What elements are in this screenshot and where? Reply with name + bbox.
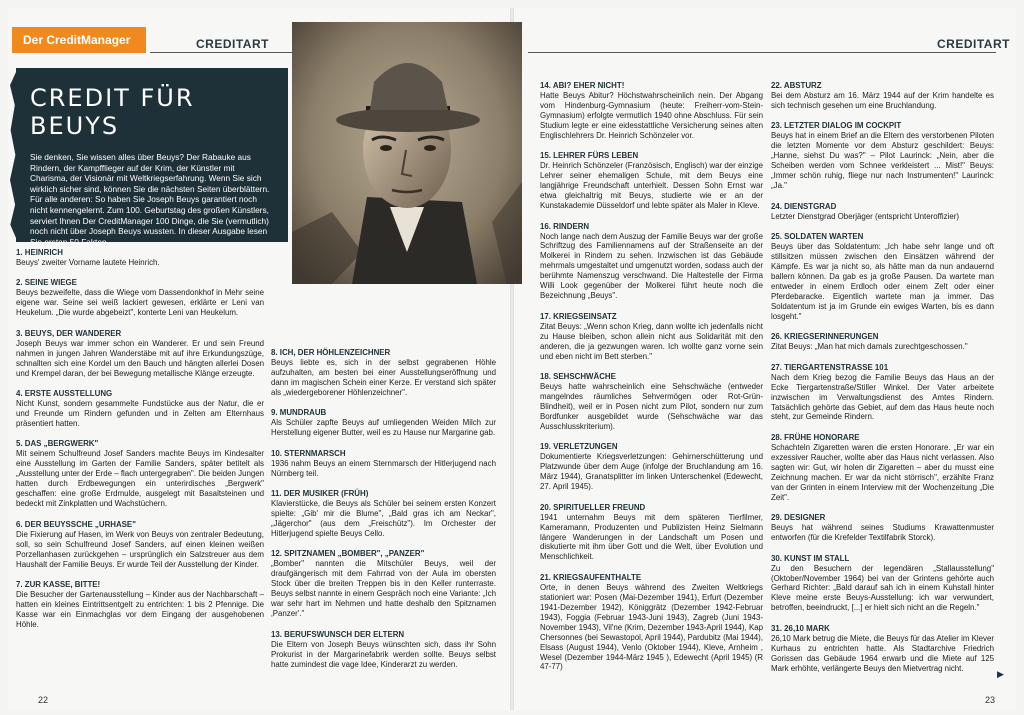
fact-heading: 31. 26,10 MARK	[771, 623, 830, 633]
fact-item	[771, 624, 994, 674]
fact-item	[771, 202, 994, 222]
fact-item	[16, 520, 264, 570]
fact-text: Beuys über das Soldatentum: „Ich habe sehr lange und oft stillsitzen müssen zwischen den Einsätzen während der Kämpfe. Es war ja nicht so, als hätte man da nun andauernd ballern können. Da gab es ja große Pausen. Da wartete man entweder in einem Erdloch oder einem Zelt oder einer Pferdebaracke. Eigentlich wartete man ja immer. Das Soldatentum ist ja im Grunde ein ewiges Warten, bis es dann losgeht."	[771, 242, 994, 321]
fact-text: Zitat Beuys: „Wenn schon Krieg, dann wollte ich jedenfalls nicht zu Hause bleiben, schon allein nicht aus Solidarität mit den anderen, die ja gezwungen waren. Ich wollte ganz vorne sein und eben nicht im Bett sterben."	[540, 321, 763, 361]
portrait-photo	[292, 22, 522, 284]
fact-item	[771, 554, 994, 614]
fact-text: Zu den Besuchern der legendären „Stallausstellung" (Oktober/November 1964) bei van der Grintens gehörte auch Gerhard Richter: „Bald darauf sah ich in einem Kuhstall hinter Kleve meine erste Beuys-Ausstellung: ich war verwundert, betroffen, beeindruckt, [...] er hielt sich nicht an die Regeln."	[771, 563, 994, 613]
fact-heading: 24. DIENSTGRAD	[771, 201, 837, 211]
fact-text: Dr. Heinrich Schönzeler (Französisch, Englisch) war der einzige Lehrer seiner ehemaligen Schule, mit dem Beuys eine langjährige Freundschaft unterhielt. Dessen Sohn Ernst war etwa gleichaltrig mit Beuys, studierte wie er an der Kunstakademie Düsseldorf und lebte später als Maler in Kleve.	[540, 161, 763, 211]
fact-text: Klavierstücke, die Beuys als Schüler bei seinem ersten Konzert spielte: „Gib' mir die Blume", „Bald gras ich am Neckar", „Jägerchor" (aus dem „Freischütz"). Im Orchester der Hitlerjugend spielte Beuys Cello.	[271, 499, 496, 538]
fact-text: „Bomber" nannten die Mitschüler Beuys, weil der draufgängerisch mit dem Fahrrad von der Aula im obersten Stock über die breiten Treppen bis in den Keller runterraste. Beuys selbst nannte in einem Gespräch noch eine Variante: „Ich war sehr hart im Nehmen und hatte deshalb den Spitznamen ‚Panzer'."	[271, 559, 496, 619]
fact-heading: 15. LEHRER FÜRS LEBEN	[540, 151, 639, 161]
fact-heading: 1. HEINRICH	[16, 248, 63, 257]
fact-text: Mit seinem Schulfreund Josef Sanders machte Beuys im Kindesalter eine Ausstellung im Garten der Familie Sanders, später betitelt als „Ausstellung unter der Erde – flach untergegraben". Die beiden Jungen hatten durch Erdbewegungen ein unterirdisches „Bergwerk" geschaffen: eine große Erdmulde, ausgelegt mit Basaltsteinen und bedeckt mit Zinkplatten und Wachstüchern.	[16, 449, 265, 509]
fact-text: Letzter Dienstgrad Oberjäger (entspricht Unteroffizier)	[771, 211, 959, 221]
fact-item	[271, 348, 496, 398]
continue-arrow-icon: ▶	[997, 669, 1004, 679]
fact-item	[271, 449, 496, 479]
fact-heading: 22. ABSTURZ	[771, 81, 822, 90]
fact-heading: 30. KUNST IM STALL	[771, 553, 850, 563]
fact-item	[16, 248, 264, 268]
fact-heading: 13. BERUFSWUNSCH DER ELTERN	[271, 629, 405, 639]
fact-heading: 2. SEINE WIEGE	[16, 278, 77, 288]
fact-item	[271, 408, 496, 438]
fact-item	[16, 278, 264, 318]
fact-text: Schachteln Zigaretten waren die ersten Honorare. „Er war ein exzessiver Raucher, wollte aber das Haus nicht verlassen. Also sagten wir: Gut, wir holen dir Zigaretten – aber du musst eine Zeichnung machen. Er war da nicht störrisch", erzählte Franz van der Grinten in einem Interview mit der Wochenzeitung „Die Zeit".	[771, 442, 994, 502]
fact-heading: 5. DAS „BERGWERK"	[16, 439, 99, 449]
fact-text: Joseph Beuys war immer schon ein Wanderer. Er und sein Freund nahmen in jungen Jahren Wanderstäbe mit auf ihre Erkundungszüge, schnallten sich eine Kordel um den Bauch und hängten allerlei Dosen und Krempel daran, der bei Bewegung metallische Klänge erzeugte.	[16, 338, 264, 378]
fact-item	[771, 121, 994, 191]
fact-item	[771, 513, 994, 543]
fact-heading: 23. LETZTER DIALOG IM COCKPIT	[771, 121, 902, 131]
brand-tab: Der CreditManager	[12, 27, 146, 53]
fact-text: Orte, in denen Beuys während des Zweiten Weltkriegs stationiert war: Posen (Mai-Dezember 1941), Erfurt (Dezember 1941-Dezember 1942), Königgrätz (Dezember 1942-Februar 1943), Foggia (Februar 1943-Juni 1943), Zagreb (Juni 1943-November 1943), Vil'ne (Krim, Dezember 1943-April 1944), Kap Chersonnes (bei Sewastopol, April 1944), Pardubitz (Mai 1944), Elsass (August 1944), Venlo (Oktober 1944), Kleve, Arnheim , Wesel (Dezember 1944-März 1945 ), Edewecht (April 1945) (R 47-77)	[540, 582, 763, 672]
fact-text: 26,10 Mark betrug die Miete, die Beuys für das Atelier im Klever Kurhaus zu entrichten hatte. Als Stadtarchive Friedrich Gorissen das Gebäude 1964 erwarb und die Miete auf 125 Mark erhöhte, verlängerte Beuys den Mietvertrag nicht.	[771, 633, 994, 673]
fact-item	[271, 630, 496, 670]
column-3	[540, 81, 763, 683]
fact-text: Die Fixierung auf Hasen, im Werk von Beuys von zentraler Bedeutung, soll, so sein Schulfreund Josef Sanders, auf einen kleinen weißen Porzellanhasen zurückgehen – ursprünglich ein Salzstreuer aus dem Haushalt der Familie Beuys. Er wurde Teil der Ausstellung der Kinder.	[16, 529, 264, 569]
fact-text: Die Besucher der Gartenausstellung – Kinder aus der Nachbarschaft – hatten ein kleines Eintrittsentgelt zu entrichten: 1 bis 2 Pfennige. Die Kasse war ein Einmachglas vor dem Eingang der ausgehobenen Höhle.	[16, 590, 264, 629]
fact-text: Nach dem Krieg bezog die Familie Beuys das Haus an der Ecke Tiergartenstraße/Stiller Winkel. Der Vater arbeitete inzwischen im Verwaltungsdienst des Amtes Rindern. Tatsächlich gehörte das Gebiet, auf dem das Haus heute noch steht, zur Gemeinde Rindern.	[771, 372, 994, 422]
fact-item	[540, 151, 763, 211]
fact-heading: 16. RINDERN	[540, 221, 590, 231]
fact-item	[771, 232, 994, 322]
fact-heading: 14. ABI? EHER NICHT!	[540, 81, 625, 90]
fact-text: 1936 nahm Beuys an einem Sternmarsch der Hitlerjugend nach Nürnberg teil.	[271, 458, 496, 478]
fact-item	[16, 439, 264, 509]
fact-text: Die Eltern von Joseph Beuys wünschten sich, dass ihr Sohn Prokurist in der Margarinefabrik werden sollte. Beuys selbst hatte zumindest die vage Idee, Kinderarzt zu werden.	[271, 639, 496, 669]
fact-text: 1941 unternahm Beuys mit dem späteren Tierfilmer, Kameramann, Produzenten und Publizisten Heinz Sielmann längere Wanderungen in der Landschaft um Posen und diskutierte mit ihm über Gott und die Welt, über Evolution und Menschlichkeit.	[540, 512, 763, 562]
fact-text: Noch lange nach dem Auszug der Familie Beuys war der große Schriftzug des Familiennamens auf der Straßenseite an der Molkerei in Rindern zu sehen. Inzwischen ist das Gebäude mehrmals umgestaltet und umgenutzt worden, sodass auch der berühmte Namenszug verschwand. Die Haltestelle der Firma Willi Look gegenüber der Molkerei führt heute noch die Bezeichnung „Beuys".	[540, 231, 763, 301]
fact-text: Als Schüler zapfte Beuys auf umliegenden Weiden Milch zur Herstellung eigener Butter, weil es zu Hause nur Margarine gab.	[271, 418, 496, 438]
fact-text: Hatte Beuys Abitur? Höchstwahrscheinlich nein. Der Abgang vom Hindenburg-Gymnasium (heute: Freiherr-vom-Stein-Gymnasium) erfolgte vermutlich 1940 ohne Abschluss. Für sein Studium legte er eine eidesstattliche Versicherung seines alten Englischlehrers Dr. Heinrich Schönzeler vor.	[540, 91, 763, 140]
fact-text: Zitat Beuys: „Man hat mich damals zurechtgeschossen."	[771, 342, 968, 352]
fact-item	[540, 312, 763, 362]
fact-item	[16, 580, 264, 630]
section-kicker-right: CREDITART	[937, 37, 1010, 51]
fact-heading: 27. TIERGARTENSTRASSE 101	[771, 362, 889, 372]
column-4	[771, 81, 994, 684]
fact-heading: 28. FRÜHE HONORARE	[771, 432, 860, 442]
fact-heading: 10. STERNMARSCH	[271, 448, 346, 458]
fact-text: Beuys bezweifelte, dass die Wiege vom Dassendonkhof in Mehr seine eigene war. Seine sei weiß lackiert gewesen, erklärte er Leni van Heukelum. „Die wurde abgebeizt", konterte Leni van Heukelum.	[16, 288, 264, 318]
portrait-illustration	[292, 22, 522, 284]
fact-item	[540, 503, 763, 563]
intro-box	[16, 68, 288, 247]
fact-item	[540, 442, 763, 492]
fact-heading: 29. DESIGNER	[771, 513, 826, 523]
fact-item	[540, 222, 763, 302]
fact-text: Dokumentierte Kriegsverletzungen: Gehirnerschütterung und Platzwunde über dem Auge (infolge der Bruchlandung am 16. März 1944), Granatsplitter im linken Unterschenkel (Edewecht, 27. April 1945).	[540, 452, 763, 492]
fact-item	[271, 489, 496, 539]
fact-item	[540, 372, 763, 432]
fact-text: Beuys liebte es, sich in der selbst gegrabenen Höhle aufzuhalten, am besten bei einer Ausstellungseröffnung und dann im magischen Schein einer Kerze. Er verstand sich später als „wiedergeborener Höhlenzeichner".	[271, 358, 496, 397]
fact-item	[540, 573, 763, 673]
section-kicker-left: CREDITART	[196, 37, 269, 51]
column-1	[16, 248, 264, 640]
fact-item	[771, 433, 994, 503]
fact-heading: 21. KRIEGSAUFENTHALTE	[540, 572, 642, 582]
fact-text: Bei dem Absturz am 16. März 1944 auf der Krim handelte es sich technisch gesehen um eine Bruchlandung.	[771, 91, 994, 110]
fact-heading: 9. MUNDRAUB	[271, 408, 327, 418]
article-title: CREDIT FÜR BEUYS	[30, 84, 195, 140]
fact-heading: 17. KRIEGSEINSATZ	[540, 311, 617, 321]
fact-heading: 26. KRIEGSERINNERUNGEN	[771, 332, 879, 342]
fact-heading: 11. DER MUSIKER (FRÜH)	[271, 489, 369, 499]
article-intro: Sie denken, Sie wissen alles über Beuys? Der Rabauke aus Rindern, der Kampfflieger auf der Krim, der Künstler mit Charisma, der Visionär mit Weltkriegserfahrung. Wenn Sie sich wirklich sicher sind, können Sie die nächsten Seiten überblättern. Für alle anderen: So haben Sie Joseph Beuys garantiert noch nicht kennengelernt. Zum 100. Geburtstag des großen Künstlers, serviert Ihnen Der CreditManager 100 Dinge, die Sie (vermutlich) noch nicht über Joseph Beuys wussten. In dieser Ausgabe lesen Sie ersten 50 Fakten.	[30, 152, 270, 247]
fact-heading: 19. VERLETZUNGEN	[540, 442, 618, 452]
fact-heading: 4. ERSTE AUSSTELLUNG	[16, 389, 113, 399]
fact-heading: 25. SOLDATEN WARTEN	[771, 232, 864, 242]
fact-text: Beuys hat während seines Studiums Krawattenmuster entworfen (für die Krefelder Textilfabrik Storck).	[771, 523, 994, 543]
header-rule-right	[528, 52, 996, 53]
fact-text: Beuys hat in einem Brief an die Eltern des verstorbenen Piloten die letzten Momente vor dem Absturz geschildert: Beuys: „Hanne, siehst Du was?" – Pilot Laurinck: „Nein, aber die Scheiben werden vom Schnee verkleistert ... Mist!" Beuys: „Immer schön ruhig, fliege nur nach Instrumenten!" Laurinck: „Ja."	[771, 131, 994, 191]
fact-item	[271, 549, 496, 619]
fact-text: Nicht Kunst, sondern gesammelte Fundstücke aus der Natur, die er und Freunde um Rindern gefunden und in Zelten am Elternhaus präsentiert hatten.	[16, 399, 264, 429]
fact-item	[540, 81, 763, 141]
page-number-right: 23	[985, 695, 996, 705]
fact-heading: 12. SPITZNAMEN „BOMBER", „PANZER"	[271, 549, 425, 559]
fact-item	[16, 329, 264, 379]
fact-heading: 8. ICH, DER HÖHLENZEICHNER	[271, 348, 391, 357]
fact-heading: 20. SPIRITUELLER FREUND	[540, 502, 646, 512]
fact-text: Beuys' zweiter Vorname lautete Heinrich.	[16, 258, 160, 267]
page-number-left: 22	[38, 695, 49, 705]
fact-item	[16, 389, 264, 429]
fact-heading: 18. SEHSCHWÄCHE	[540, 372, 616, 382]
fact-heading: 6. DER BEUYSSCHE „URHASE"	[16, 519, 136, 529]
fact-item	[771, 363, 994, 423]
fact-item	[771, 332, 994, 352]
fact-heading: 7. ZUR KASSE, BITTE!	[16, 580, 101, 590]
fact-heading: 3. BEUYS, DER WANDERER	[16, 328, 122, 338]
fact-item	[771, 81, 994, 111]
column-2	[271, 348, 496, 680]
fact-text: Beuys hatte wahrscheinlich eine Sehschwäche (entweder mangelndes räumliches Sehvermögen oder Rot-Grün-Blindheit), weil er in Posen nicht zum Pilot, sondern nur zum Bordfunker ausgebildet wurde (Sehschwäche war das Ausschlusskriterium).	[540, 382, 763, 431]
